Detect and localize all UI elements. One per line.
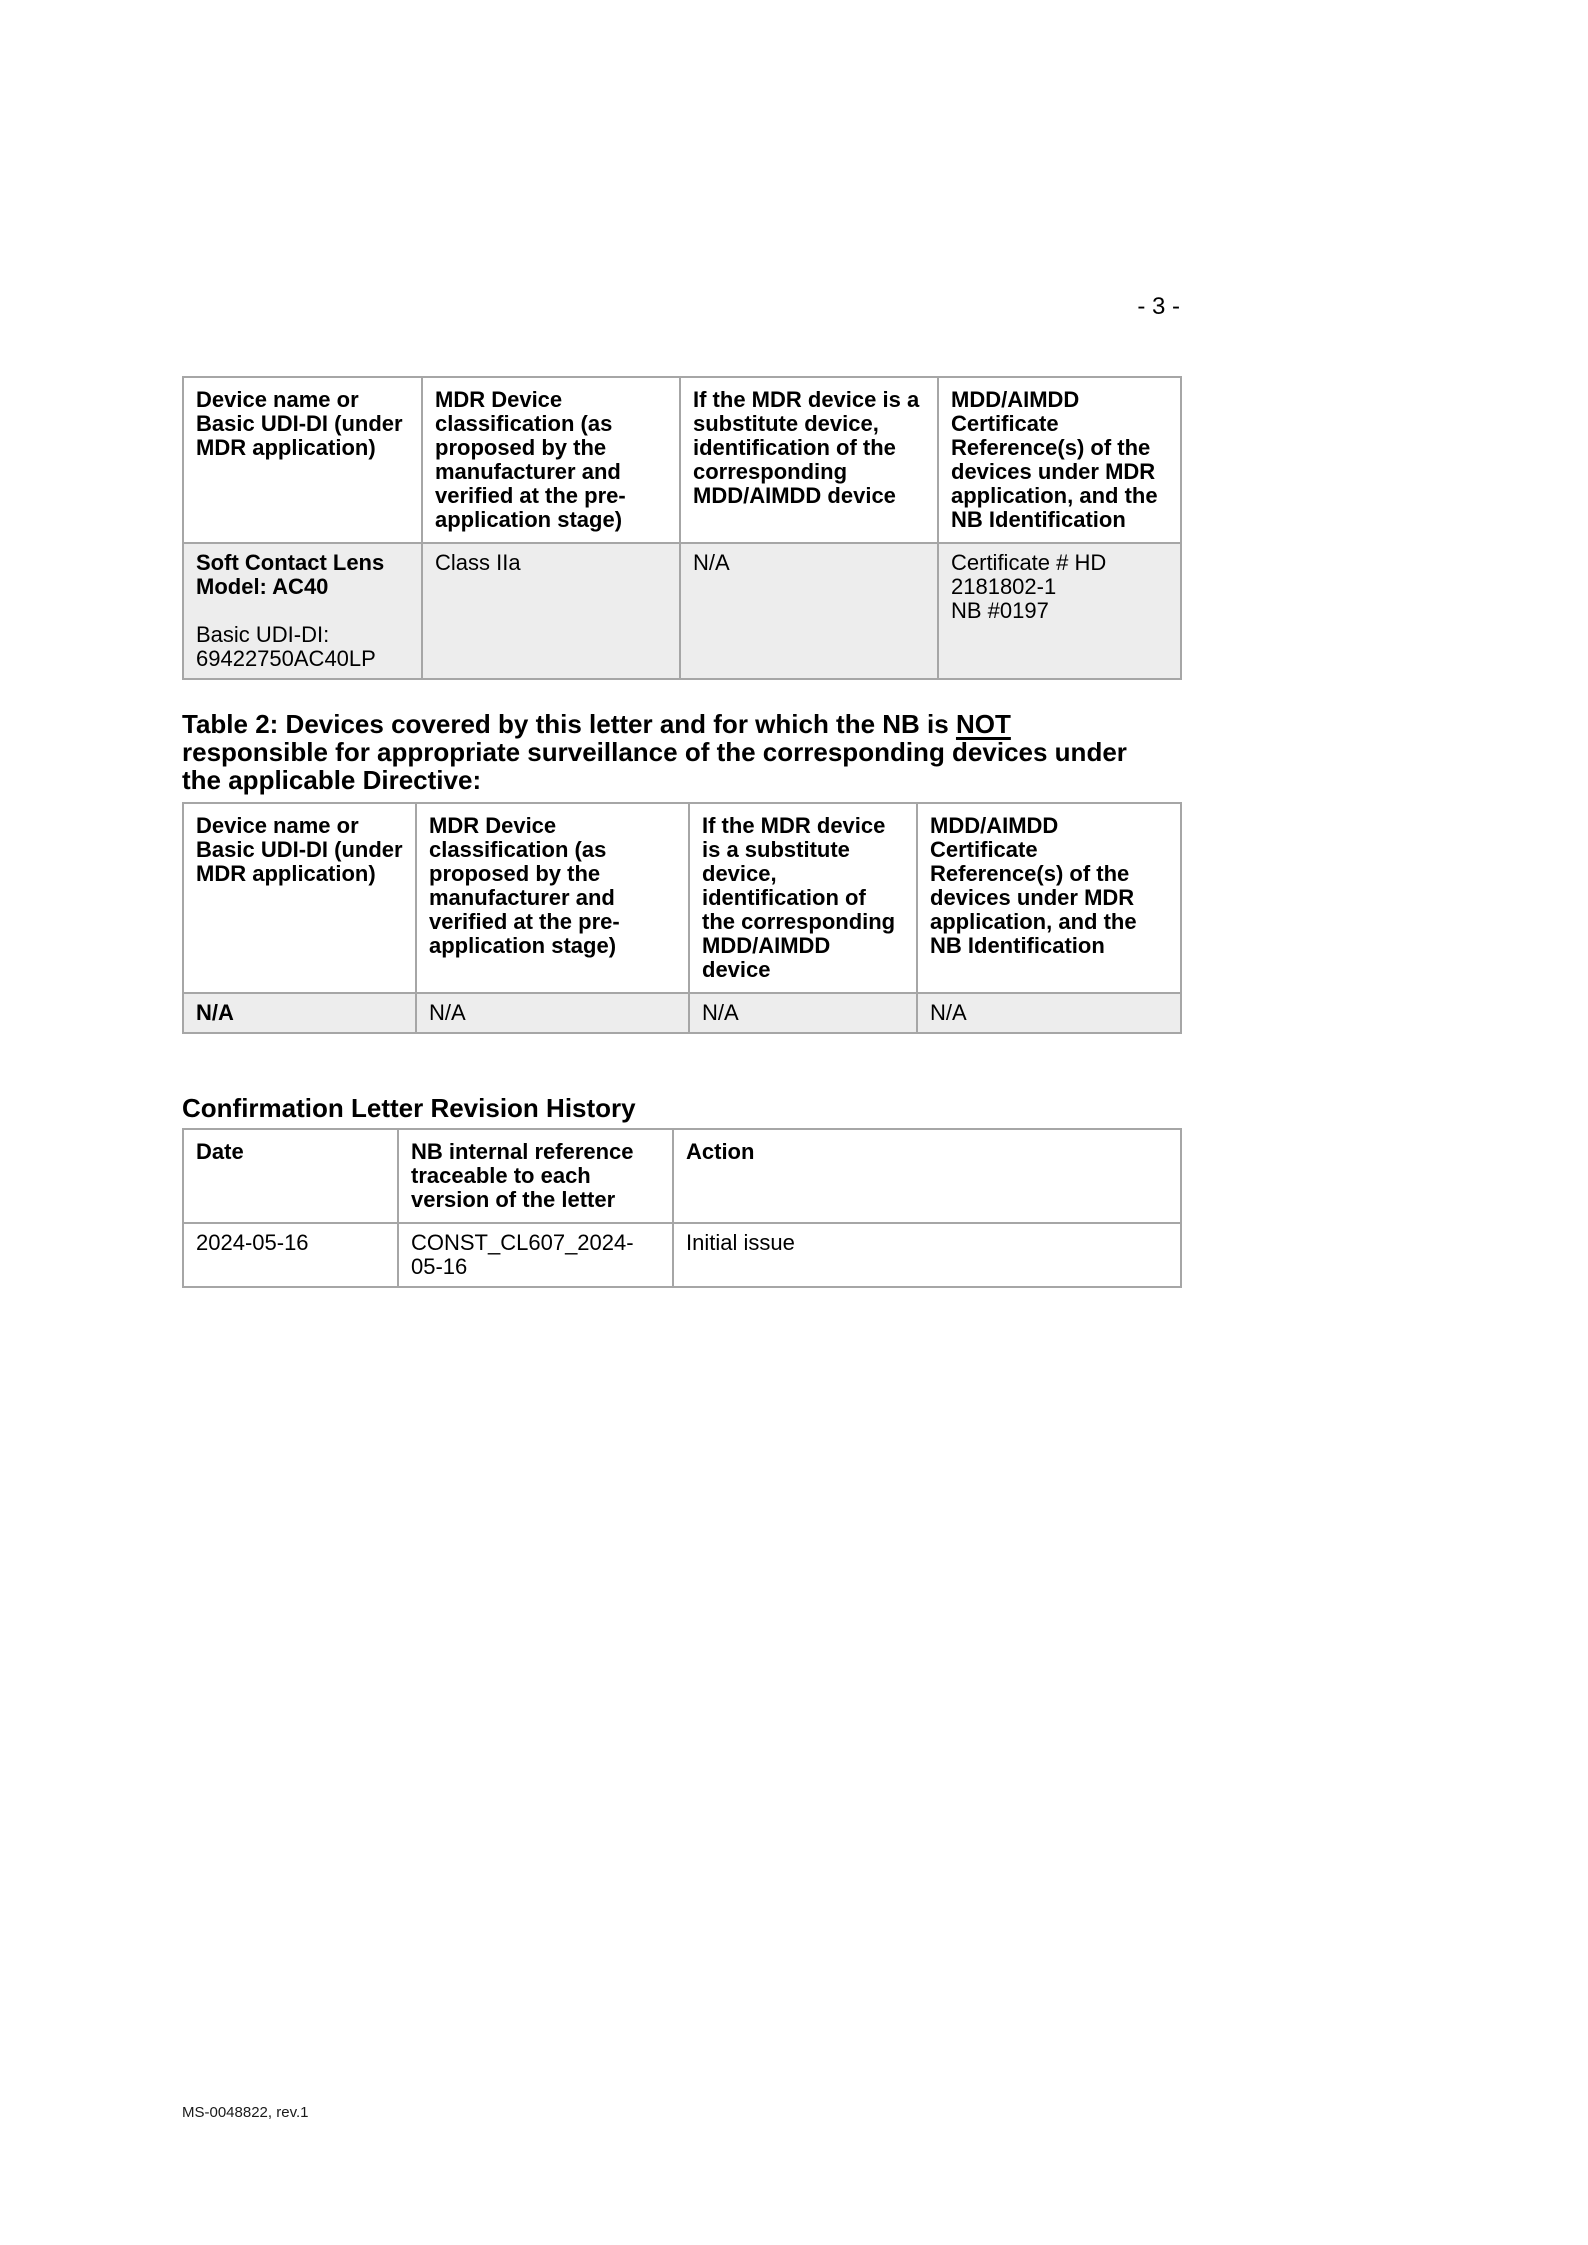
table2-header-certificate-reference: MDD/AIMDD Certificate Reference(s) of the devices under MDR application, and the NB Identification <box>917 803 1181 993</box>
table2-cell-substitute: N/A <box>689 993 917 1033</box>
table2-cell-classification: N/A <box>416 993 689 1033</box>
table1-header-device-name: Device name or Basic UDI-DI (under MDR application) <box>183 377 422 543</box>
revision-header-date: Date <box>183 1129 398 1223</box>
table2-cell-certificate: N/A <box>917 993 1181 1033</box>
table2-heading-text-pre: Table 2: Devices covered by this letter and for which the NB is <box>182 709 956 739</box>
table1-cell-classification: Class IIa <box>422 543 680 679</box>
basic-udi-di: Basic UDI-DI: 69422750AC40LP <box>196 622 376 671</box>
table2-header-device-name: Device name or Basic UDI-DI (under MDR application) <box>183 803 416 993</box>
page-content <box>182 0 1180 1288</box>
table1-cell-certificate <box>938 543 1181 679</box>
document-id-footer: MS-0048822, rev.1 <box>182 2104 309 2121</box>
revision-header-row <box>183 1129 1181 1223</box>
table2-header-classification: MDR Device classification (as proposed by the manufacturer and verified at the pre-application stage) <box>416 803 689 993</box>
table2-data-row <box>183 993 1181 1033</box>
table2-header-row <box>183 803 1181 993</box>
nb-identification: NB #0197 <box>951 598 1049 623</box>
page-number: - 3 - <box>1137 293 1180 320</box>
device-name: Soft Contact Lens Model: AC40 <box>196 550 385 599</box>
table1-header-classification: MDR Device classification (as proposed by the manufacturer and verified at the pre-application stage) <box>422 377 680 543</box>
revision-header-reference: NB internal reference traceable to each version of the letter <box>398 1129 673 1223</box>
table1-cell-device <box>183 543 422 679</box>
table2-heading-not-underlined: NOT <box>955 709 1011 739</box>
revision-cell-action: Initial issue <box>673 1223 1181 1287</box>
revision-cell-reference: CONST_CL607_2024-05-16 <box>398 1223 673 1287</box>
table2-heading <box>182 710 1142 794</box>
table1-header-row <box>183 377 1181 543</box>
table1-devices-covered <box>182 376 1182 680</box>
table1-header-substitute-device: If the MDR device is a substitute device, identification of the corresponding MDD/AIMDD device <box>680 377 938 543</box>
table1-header-certificate-reference: MDD/AIMDD Certificate Reference(s) of the devices under MDR application, and the NB Identification <box>938 377 1181 543</box>
certificate-reference: Certificate # HD 2181802-1 <box>951 550 1107 599</box>
revision-data-row <box>183 1223 1181 1287</box>
revision-cell-date: 2024-05-16 <box>183 1223 398 1287</box>
revision-history-table <box>182 1128 1182 1288</box>
table2-devices-not-covered <box>182 802 1182 1034</box>
table2-cell-device: N/A <box>183 993 416 1033</box>
revision-header-action: Action <box>673 1129 1181 1223</box>
table1-data-row <box>183 543 1181 679</box>
revision-history-heading: Confirmation Letter Revision History <box>182 1093 636 1123</box>
table2-header-substitute-device: If the MDR device is a substitute device, identification of the corresponding MDD/AIMDD device <box>689 803 917 993</box>
table2-heading-text-post: responsible for appropriate surveillance of the corresponding devices under the applicable Directive: <box>182 737 1127 795</box>
table1-cell-substitute: N/A <box>680 543 938 679</box>
